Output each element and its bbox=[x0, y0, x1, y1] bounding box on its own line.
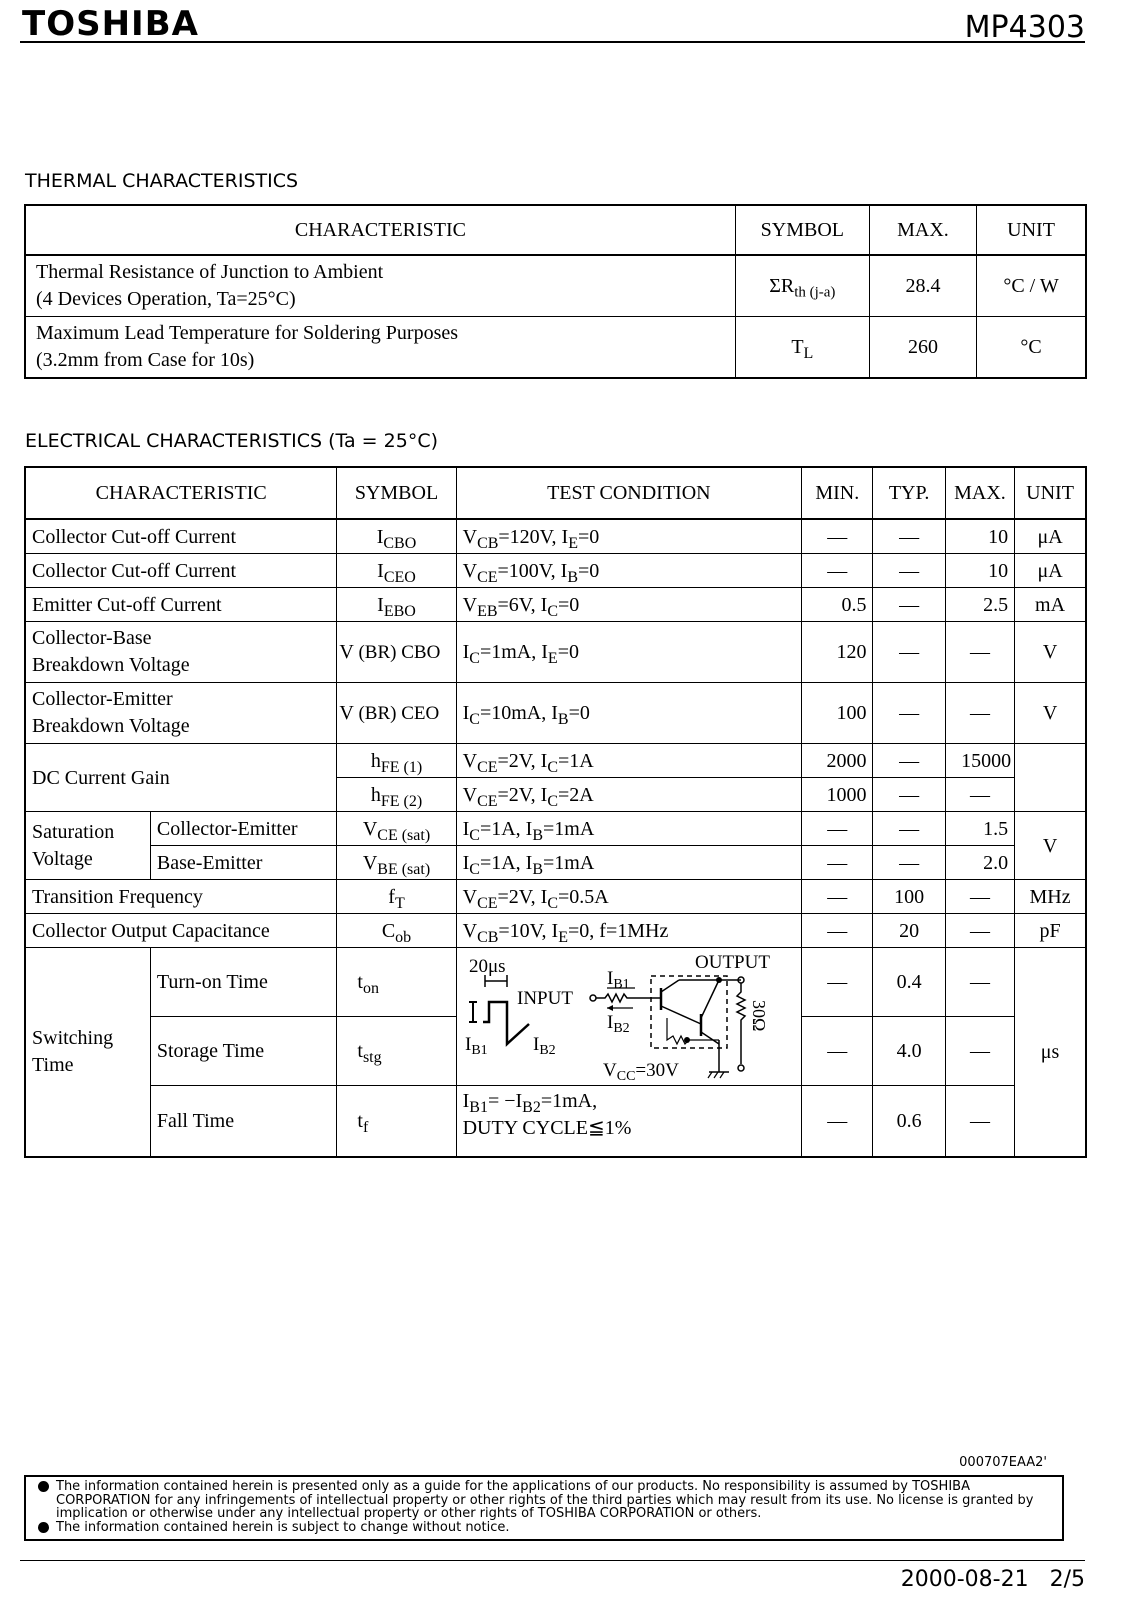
characteristic-cell bbox=[25, 255, 735, 317]
unit-cell: V bbox=[1015, 812, 1086, 880]
char-line: Maximum Lead Temperature for Soldering Purposes bbox=[36, 322, 459, 344]
cond-part: I bbox=[462, 1090, 470, 1112]
cond-sub: B1 bbox=[469, 1098, 488, 1116]
thermal-title: THERMAL CHARACTERISTICS bbox=[25, 170, 299, 192]
table-header-row bbox=[25, 467, 1086, 519]
typ-cell: — bbox=[873, 519, 945, 554]
cond-sub: CB bbox=[477, 534, 499, 552]
characteristic-cell: Base-Emitter bbox=[150, 846, 337, 880]
table-row bbox=[25, 744, 1086, 778]
min-cell: 2000 bbox=[802, 744, 873, 778]
unit-cell: MHz bbox=[1015, 880, 1086, 914]
max-cell: 260 bbox=[869, 317, 976, 379]
min-cell: 100 bbox=[802, 683, 873, 744]
cond-sub: C bbox=[469, 860, 480, 878]
symbol-main: h bbox=[370, 783, 381, 806]
symbol-cell bbox=[337, 683, 456, 744]
characteristic-cell: Transition Frequency bbox=[25, 880, 337, 914]
symbol-sub: CEO bbox=[383, 568, 416, 586]
unit-cell: μA bbox=[1015, 554, 1086, 588]
symbol-cell bbox=[337, 948, 456, 1017]
symbol-sub: (BR) CBO bbox=[358, 641, 441, 663]
symbol-cell bbox=[337, 554, 456, 588]
cond-sub: CE bbox=[477, 894, 498, 912]
max-cell: 10 bbox=[945, 554, 1014, 588]
cond-sub: C bbox=[547, 758, 558, 776]
cond-part: I bbox=[462, 817, 470, 840]
typ-cell: — bbox=[873, 622, 945, 683]
condition-cell bbox=[456, 622, 802, 683]
group-cell bbox=[25, 948, 150, 1158]
char-line: Thermal Resistance of Junction to Ambient bbox=[36, 261, 384, 283]
vcc-label: $V_{CC}=30V$ bbox=[602, 1060, 679, 1084]
duty-cycle-line: DUTY CYCLE≦1% bbox=[462, 1117, 632, 1139]
symbol-main: V bbox=[339, 701, 354, 724]
min-cell: — bbox=[802, 1086, 873, 1158]
cond-part: I bbox=[462, 641, 470, 663]
cond-part: =120V, I bbox=[498, 525, 569, 548]
symbol-sub: on bbox=[362, 979, 379, 997]
table-row bbox=[25, 588, 1086, 622]
condition-cell bbox=[456, 914, 802, 948]
condition-cell bbox=[456, 519, 802, 554]
header-characteristic: CHARACTERISTIC bbox=[25, 205, 735, 255]
symbol-main: t bbox=[357, 971, 363, 993]
cond-part: =1A, I bbox=[479, 817, 533, 840]
min-cell: — bbox=[802, 846, 873, 880]
cond-part: =0 bbox=[558, 593, 580, 616]
cond-sub: E bbox=[558, 928, 568, 946]
unit-cell: °C / W bbox=[977, 255, 1086, 317]
max-cell: — bbox=[945, 914, 1014, 948]
cond-part: V bbox=[462, 783, 478, 806]
min-cell: — bbox=[802, 948, 873, 1017]
symbol-sub: EBO bbox=[383, 602, 416, 620]
document-code: 000707EAA2' bbox=[959, 1455, 1047, 1470]
char-line: Collector-Base bbox=[32, 627, 152, 649]
symbol-sub: FE (2) bbox=[380, 792, 423, 810]
cond-sub: C bbox=[469, 649, 480, 667]
unit-cell: °C bbox=[977, 317, 1086, 379]
typ-cell: — bbox=[873, 778, 945, 812]
condition-cell bbox=[456, 846, 802, 880]
table-row bbox=[25, 317, 1086, 379]
cond-sub: E bbox=[547, 649, 558, 667]
group-cell bbox=[25, 812, 150, 880]
min-cell: — bbox=[802, 1017, 873, 1086]
characteristic-cell bbox=[25, 317, 735, 379]
table-row bbox=[25, 1086, 1086, 1158]
max-cell: — bbox=[945, 1086, 1014, 1158]
symbol-sub: CBO bbox=[383, 534, 417, 552]
table-row bbox=[25, 519, 1086, 554]
characteristic-cell: Collector Cut-off Current bbox=[25, 554, 337, 588]
symbol-cell bbox=[337, 812, 456, 846]
output-label: OUTPUT bbox=[694, 952, 770, 973]
table-row bbox=[25, 622, 1086, 683]
typ-cell: 0.6 bbox=[873, 1086, 945, 1158]
symbol-cell bbox=[735, 255, 869, 317]
max-cell: — bbox=[945, 622, 1014, 683]
min-cell: 120 bbox=[802, 622, 873, 683]
group-line: Switching bbox=[32, 1027, 114, 1049]
table-row bbox=[25, 554, 1086, 588]
group-line: Time bbox=[32, 1054, 74, 1076]
max-cell: 2.0 bbox=[945, 846, 1014, 880]
cond-part: =1A, I bbox=[479, 851, 533, 874]
cond-part: V bbox=[462, 525, 478, 548]
cond-sub: E bbox=[568, 534, 578, 552]
symbol-main: V bbox=[339, 640, 354, 663]
characteristic-cell bbox=[25, 622, 337, 683]
condition-cell bbox=[456, 588, 802, 622]
symbol-sub: f bbox=[362, 1118, 369, 1136]
cond-part: =0 bbox=[557, 641, 579, 663]
header-typ: TYP. bbox=[873, 467, 945, 519]
condition-cell bbox=[456, 778, 802, 812]
table-row bbox=[25, 255, 1086, 317]
cond-sub: B bbox=[532, 860, 544, 878]
part-number: MP4303 bbox=[964, 10, 1085, 45]
unit-cell: V bbox=[1015, 683, 1086, 744]
cond-sub: C bbox=[547, 792, 558, 810]
char-line: Breakdown Voltage bbox=[32, 654, 190, 676]
max-cell: — bbox=[945, 1017, 1014, 1086]
max-cell: 2.5 bbox=[945, 588, 1014, 622]
cond-part: =6V, I bbox=[497, 593, 548, 616]
unit-cell: pF bbox=[1015, 914, 1086, 948]
switching-condition-line bbox=[463, 1088, 796, 1115]
characteristic-cell: Fall Time bbox=[150, 1086, 337, 1158]
symbol-cell bbox=[337, 622, 456, 683]
cond-part: =1A bbox=[558, 749, 594, 772]
cond-part: =10mA, I bbox=[479, 702, 558, 724]
symbol-cell bbox=[337, 880, 456, 914]
cond-part: =0, f=1MHz bbox=[568, 919, 669, 942]
electrical-table bbox=[24, 466, 1087, 1158]
unit-cell: μs bbox=[1015, 948, 1086, 1158]
cond-part: I bbox=[462, 702, 470, 724]
symbol-main: C bbox=[381, 919, 396, 942]
max-cell: — bbox=[945, 683, 1014, 744]
min-cell: — bbox=[802, 812, 873, 846]
min-cell: — bbox=[802, 554, 873, 588]
cond-part: I bbox=[462, 851, 470, 874]
footer-date-page bbox=[901, 1567, 1085, 1592]
table-header-row bbox=[25, 205, 1086, 255]
symbol-sub: L bbox=[803, 344, 814, 362]
cond-part: =0 bbox=[578, 525, 600, 548]
min-cell: 0.5 bbox=[802, 588, 873, 622]
table-row bbox=[25, 683, 1086, 744]
characteristic-cell: DC Current Gain bbox=[25, 744, 337, 812]
symbol-main: I bbox=[376, 525, 384, 548]
cond-sub: EB bbox=[477, 602, 498, 620]
header-symbol: SYMBOL bbox=[735, 205, 869, 255]
cond-part: =0 bbox=[578, 559, 600, 582]
cond-part: V bbox=[462, 559, 478, 582]
cond-sub: CB bbox=[477, 928, 499, 946]
table-row bbox=[25, 914, 1086, 948]
symbol-sub: ob bbox=[395, 928, 412, 946]
header-min: MIN. bbox=[802, 467, 873, 519]
symbol-main: I bbox=[377, 593, 384, 616]
min-cell: — bbox=[802, 880, 873, 914]
cond-part: =2V, I bbox=[497, 885, 548, 908]
cond-part: =2A bbox=[558, 783, 594, 806]
internal-resistor bbox=[667, 1018, 719, 1044]
typ-cell: — bbox=[873, 588, 945, 622]
characteristic-cell bbox=[25, 683, 337, 744]
typ-cell: — bbox=[873, 744, 945, 778]
unit-cell: μA bbox=[1015, 519, 1086, 554]
header-unit: UNIT bbox=[1015, 467, 1086, 519]
load-resistor bbox=[737, 983, 745, 1064]
unit-cell: mA bbox=[1015, 588, 1086, 622]
ib2-arrow-label: $I_{B2}$ bbox=[606, 1012, 630, 1036]
amplitude-marker bbox=[469, 1002, 477, 1022]
header-unit: UNIT bbox=[977, 205, 1086, 255]
symbol-main: f bbox=[388, 885, 395, 908]
max-cell: — bbox=[945, 948, 1014, 1017]
cond-part: =1mA, I bbox=[479, 641, 548, 663]
header-test-condition: TEST CONDITION bbox=[456, 467, 802, 519]
header-rule bbox=[20, 41, 1085, 43]
table-row bbox=[25, 846, 1086, 880]
condition-cell bbox=[456, 812, 802, 846]
symbol-sub: (BR) CEO bbox=[358, 702, 440, 724]
char-line: Collector-Emitter bbox=[32, 688, 173, 710]
symbol-cell bbox=[337, 519, 456, 554]
symbol-main: I bbox=[377, 559, 384, 582]
header-characteristic: CHARACTERISTIC bbox=[25, 467, 337, 519]
cond-part: =1mA bbox=[543, 851, 595, 874]
notice-paragraph: The information contained herein is subject to change without notice. bbox=[38, 1521, 1050, 1535]
symbol-main: t bbox=[357, 1110, 363, 1132]
typ-cell: — bbox=[873, 683, 945, 744]
characteristic-cell: Turn-on Time bbox=[150, 948, 337, 1017]
max-cell: — bbox=[945, 880, 1014, 914]
cond-sub: CE bbox=[477, 758, 498, 776]
input-label: INPUT bbox=[516, 988, 573, 1009]
cond-part: =0.5A bbox=[558, 885, 609, 908]
symbol-main: ΣR bbox=[769, 274, 795, 297]
characteristic-cell: Collector-Emitter bbox=[150, 812, 337, 846]
unit-cell: V bbox=[1015, 622, 1086, 683]
symbol-main: h bbox=[370, 749, 381, 772]
symbol-cell bbox=[337, 1017, 456, 1086]
unit-cell bbox=[1015, 744, 1086, 812]
typ-cell: 20 bbox=[873, 914, 945, 948]
min-cell: 1000 bbox=[802, 778, 873, 812]
cond-part: V bbox=[462, 749, 478, 772]
table-row bbox=[25, 812, 1086, 846]
max-cell: 15000 bbox=[945, 744, 1014, 778]
symbol-cell bbox=[337, 846, 456, 880]
symbol-main: V bbox=[362, 817, 378, 840]
cond-sub: CE bbox=[477, 568, 498, 586]
legal-notice bbox=[24, 1475, 1064, 1541]
condition-cell bbox=[456, 880, 802, 914]
typ-cell: — bbox=[873, 554, 945, 588]
brand-logo: TOSHIBA bbox=[22, 4, 199, 44]
cond-part: V bbox=[462, 885, 478, 908]
symbol-sub: th (j-a) bbox=[794, 284, 836, 300]
typ-cell: 4.0 bbox=[873, 1017, 945, 1086]
ib1-arrow-label: $I_{B1}$ bbox=[606, 968, 630, 992]
notice-paragraph: The information contained herein is presented only as a guide for the applications of our products. No responsibility is assumed by TOSHIBA CORPORATION for any infringements of intellectual property or other rights of the third parties which may result from its use. No license is granted by implication or otherwise under any intellectual property or other rights of TOSHIBA CORPORATION or others. bbox=[38, 1480, 1050, 1521]
symbol-main: V bbox=[362, 851, 378, 874]
cond-sub: B2 bbox=[522, 1098, 541, 1116]
header-max: MAX. bbox=[945, 467, 1014, 519]
header-symbol: SYMBOL bbox=[337, 467, 456, 519]
test-circuit-diagram bbox=[457, 948, 796, 1084]
input-resistor bbox=[596, 994, 653, 1002]
typ-cell: 0.4 bbox=[873, 948, 945, 1017]
condition-cell bbox=[456, 683, 802, 744]
cond-sub: B bbox=[532, 826, 544, 844]
switching-circuit-figure bbox=[456, 948, 802, 1086]
cond-part: =1mA bbox=[543, 817, 595, 840]
cond-sub: C bbox=[469, 710, 480, 728]
max-cell: — bbox=[945, 778, 1014, 812]
max-cell: 28.4 bbox=[869, 255, 976, 317]
electrical-title: ELECTRICAL CHARACTERISTICS (Ta = 25°C) bbox=[25, 430, 438, 452]
symbol-cell bbox=[337, 588, 456, 622]
footer-date: 2000-08-21 bbox=[900, 1567, 1029, 1592]
symbol-sub: CE (sat) bbox=[377, 826, 431, 844]
cond-sub: C bbox=[469, 826, 480, 844]
cond-sub: C bbox=[547, 602, 558, 620]
char-line: (3.2mm from Case for 10s) bbox=[36, 349, 255, 371]
condition-cell bbox=[456, 744, 802, 778]
cond-part: V bbox=[462, 593, 478, 616]
symbol-sub: stg bbox=[362, 1048, 382, 1066]
pulse-width-label: 20μs bbox=[468, 956, 506, 977]
cond-part: =1mA, bbox=[540, 1090, 598, 1112]
cond-part: =100V, I bbox=[497, 559, 568, 582]
cond-part: =2V, I bbox=[497, 749, 548, 772]
cond-part: = −I bbox=[487, 1090, 523, 1112]
cond-sub: B bbox=[557, 710, 569, 728]
cond-part: =10V, I bbox=[498, 919, 559, 942]
footer-rule bbox=[20, 1560, 1085, 1561]
ib1-label: $I_{B1}$ bbox=[464, 1034, 488, 1058]
thermal-table bbox=[24, 204, 1087, 379]
cond-sub: CE bbox=[477, 792, 498, 810]
symbol-sub: T bbox=[394, 894, 405, 912]
char-line: Breakdown Voltage bbox=[32, 715, 190, 737]
symbol-sub: FE (1) bbox=[380, 758, 423, 776]
group-line: Saturation bbox=[32, 820, 115, 843]
ib2-label: $I_{B2}$ bbox=[532, 1034, 556, 1058]
characteristic-cell: Collector Cut-off Current bbox=[25, 519, 337, 554]
symbol-cell bbox=[337, 744, 456, 778]
cond-part: =2V, I bbox=[497, 783, 548, 806]
symbol-cell bbox=[337, 914, 456, 948]
min-cell: — bbox=[802, 914, 873, 948]
table-row bbox=[25, 880, 1086, 914]
characteristic-cell: Storage Time bbox=[150, 1017, 337, 1086]
typ-cell: 100 bbox=[873, 880, 945, 914]
condition-cell bbox=[456, 1086, 802, 1158]
group-line: Voltage bbox=[32, 847, 93, 870]
characteristic-cell: Collector Output Capacitance bbox=[25, 914, 337, 948]
max-cell: 1.5 bbox=[945, 812, 1014, 846]
max-cell: 10 bbox=[945, 519, 1014, 554]
min-cell: — bbox=[802, 519, 873, 554]
characteristic-cell: Emitter Cut-off Current bbox=[25, 588, 337, 622]
typ-cell: — bbox=[873, 846, 945, 880]
typ-cell: — bbox=[873, 812, 945, 846]
symbol-main: t bbox=[357, 1040, 363, 1062]
cond-sub: B bbox=[567, 568, 578, 586]
cond-part: V bbox=[462, 919, 478, 942]
table-row bbox=[25, 948, 1086, 1017]
resistor-value-label: 30Ω bbox=[748, 1000, 769, 1032]
symbol-cell bbox=[337, 778, 456, 812]
cond-sub: C bbox=[547, 894, 558, 912]
char-line: (4 Devices Operation, Ta=25°C) bbox=[36, 288, 296, 310]
page-number: 2/5 bbox=[1049, 1567, 1085, 1592]
symbol-cell bbox=[735, 317, 869, 379]
symbol-main: T bbox=[791, 335, 804, 358]
cond-part: =0 bbox=[568, 702, 590, 724]
condition-cell bbox=[456, 554, 802, 588]
header-max: MAX. bbox=[869, 205, 976, 255]
symbol-cell bbox=[337, 1086, 456, 1158]
symbol-sub: BE (sat) bbox=[377, 860, 431, 878]
